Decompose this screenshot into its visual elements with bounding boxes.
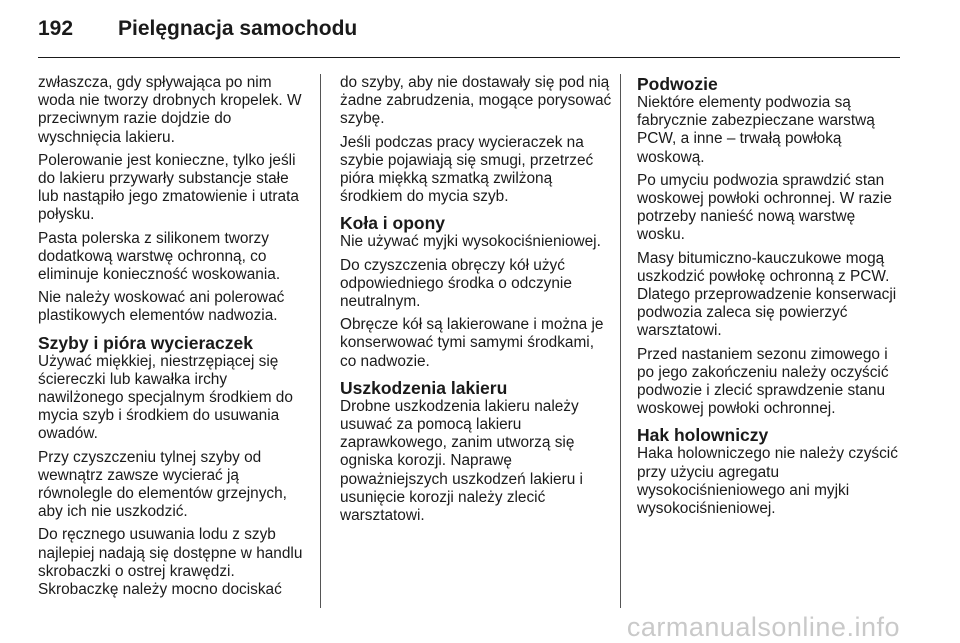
paragraph: Jeśli podczas pracy wycieraczek na szybie pojawiają się smugi, przetrzeć pióra miękką szmatką zwilżoną środkiem do mycia szyb. xyxy=(340,133,594,206)
paragraph: Masy bitumiczno-kauczukowe mogą uszkodzić powłokę ochronną z PCW. Dlatego przeprowadzenie konserwacji podwozia zaleca się powierzyć warsztatowi. xyxy=(637,249,897,340)
text-column-1 xyxy=(38,74,310,604)
paragraph: Pasta polerska z silikonem tworzy dodatkową warstwę ochronną, co eliminuje konieczność woskowania. xyxy=(38,229,281,284)
paragraph: Po umyciu podwozia sprawdzić stan woskowej powłoki ochronnej. W razie potrzeby nanieść nową warstwę wosku. xyxy=(637,171,892,244)
paragraph: do szyby, aby nie dostawały się pod nią żadne zabrudzenia, mogące porysować szybę. xyxy=(340,74,612,128)
paragraph: Przed nastaniem sezonu zimowego i po jego zakończeniu należy oczyścić podwozie i zlecić sprawdzenie stanu woskowej powłoki ochronnej. xyxy=(637,345,889,418)
paragraph: Drobne uszkodzenia lakieru należy usuwać za pomocą lakieru zaprawkowego, zanim utworzą się ogniska korozji. Naprawę poważniejszych uszkodzeń lakieru i usunięcie korozji należy zlecić warsztatowi. xyxy=(340,397,583,525)
section-heading-hak: Hak holowniczy xyxy=(637,425,769,446)
paragraph: Obręcze kół są lakierowane i można je konserwować tymi samymi środkami, co nadwozie. xyxy=(340,316,604,370)
section-heading-szyby: Szyby i pióra wycieraczek xyxy=(38,332,253,353)
section-heading-uszkodzenia: Uszkodzenia lakieru xyxy=(340,377,508,398)
page-number: 192 xyxy=(38,17,74,40)
paragraph: Haka holowniczego nie należy czyścić przy użyciu agregatu wysokociśnieniowego ani myjki wysokociśnieniowej. xyxy=(637,445,898,518)
paragraph: Przy czyszczeniu tylnej szyby od wewnątrz zawsze wycierać ją równolegle do elementów grzejnych, aby ich nie uszkodzić. xyxy=(38,448,287,521)
column-divider xyxy=(320,74,321,608)
paragraph: Do czyszczenia obręczy kół użyć odpowiedniego środka o odczynie neutralnym. xyxy=(340,256,572,311)
watermark: carmanualsonline.info xyxy=(626,612,900,642)
paragraph: Do ręcznego usuwania lodu z szyb najlepiej nadają się dostępne w handlu skrobaczki o ostrej krawędzi. Skrobaczkę należy mocno dociskać xyxy=(38,526,303,599)
paragraph: zwłaszcza, gdy spływająca po nim woda nie tworzy drobnych kropelek. W przeciwnym razie dojdzie do wyschnięcia lakieru. xyxy=(38,74,302,146)
column-divider xyxy=(620,74,621,608)
paragraph: Niektóre elementy podwozia są fabrycznie zabezpieczane warstwą PCW, a inne – trwałą powłoką woskową. xyxy=(637,94,875,166)
header-rule xyxy=(38,57,900,58)
paragraph: Używać miękkiej, niestrzępiącej się ściereczki lub kawałka irchy nawilżonego specjalnym środkiem do mycia szyb i środkiem do usuwania owadów. xyxy=(38,352,293,443)
text-column-3 xyxy=(637,74,907,523)
page-title: Pielęgnacja samochodu xyxy=(118,17,358,40)
text-column-2 xyxy=(340,74,612,530)
section-heading-kola: Koła i opony xyxy=(340,213,445,234)
paragraph: Nie używać myjki wysokociśnieniowej. xyxy=(340,233,601,251)
section-heading-podwozie: Podwozie xyxy=(637,74,718,94)
paragraph: Polerowanie jest konieczne, tylko jeśli do lakieru przywarły substancje stałe lub nastąpiło jego zmatowienie i utrata połysku. xyxy=(38,151,299,224)
paragraph: Nie należy woskować ani polerować plastikowych elementów nadwozia. xyxy=(38,289,285,325)
